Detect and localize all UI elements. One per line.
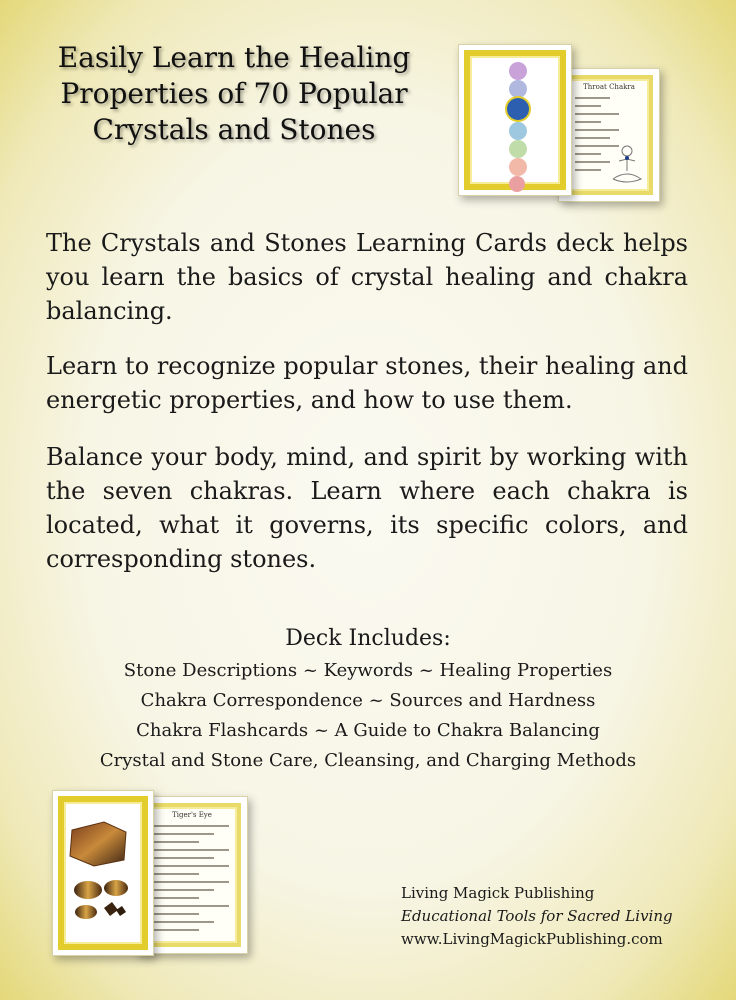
stones-paragraph: Learn to recognize popular stones, their healing and energetic properties, and how to use them. xyxy=(46,352,688,414)
page-title xyxy=(38,40,430,148)
tigers-eye-card-illustration xyxy=(52,790,246,958)
card-back xyxy=(558,68,660,202)
deck-includes-heading: Deck Includes: xyxy=(285,626,451,651)
chakra-third-eye-icon xyxy=(509,80,527,98)
chakras-paragraph: Balance your body, mind, and spirit by working with the seven chakras. Learn where each chakra is located, what it governs, its specific colors, and corresponding stones. xyxy=(46,443,688,573)
chakra-crown-icon xyxy=(509,62,527,80)
deck-includes-item: Chakra Flashcards ~ A Guide to Chakra Balancing xyxy=(136,720,600,741)
deck-includes-section xyxy=(0,624,736,776)
deck-includes-item: Chakra Correspondence ~ Sources and Hardness xyxy=(140,690,596,711)
title-line-3: Crystals and Stones xyxy=(92,113,376,146)
deck-includes-item: Stone Descriptions ~ Keywords ~ Healing Properties xyxy=(123,660,613,681)
publisher-tagline: Educational Tools for Sacred Living xyxy=(401,907,673,925)
card-back-title: Tiger's Eye xyxy=(172,811,212,819)
chakra-solar-plexus-icon xyxy=(509,140,527,158)
card-back-title: Throat Chakra xyxy=(583,83,635,91)
chakra-root-icon xyxy=(509,176,525,192)
tigers-eye-stone-icon xyxy=(64,812,142,932)
publisher-website-link[interactable]: www.LivingMagickPublishing.com xyxy=(401,930,663,948)
intro-paragraph: The Crystals and Stones Learning Cards deck helps you learn the basics of crystal healing and chakra balancing. xyxy=(46,229,688,325)
chakra-sacral-icon xyxy=(509,158,527,176)
card-back-text xyxy=(153,825,229,937)
deck-includes-item: Crystal and Stone Care, Cleansing, and Charging Methods xyxy=(99,750,637,771)
card-front xyxy=(458,44,572,196)
chakra-heart-icon xyxy=(509,122,527,140)
title-line-1: Easily Learn the Healing xyxy=(57,41,411,74)
card-front xyxy=(52,790,154,956)
throat-chakra-card-illustration xyxy=(458,44,664,200)
publisher-block xyxy=(401,882,673,951)
title-line-2: Properties of 70 Popular xyxy=(60,77,408,110)
meditation-figure-icon xyxy=(605,143,645,187)
chakra-throat-icon xyxy=(507,98,529,120)
publisher-name: Living Magick Publishing xyxy=(401,884,595,902)
